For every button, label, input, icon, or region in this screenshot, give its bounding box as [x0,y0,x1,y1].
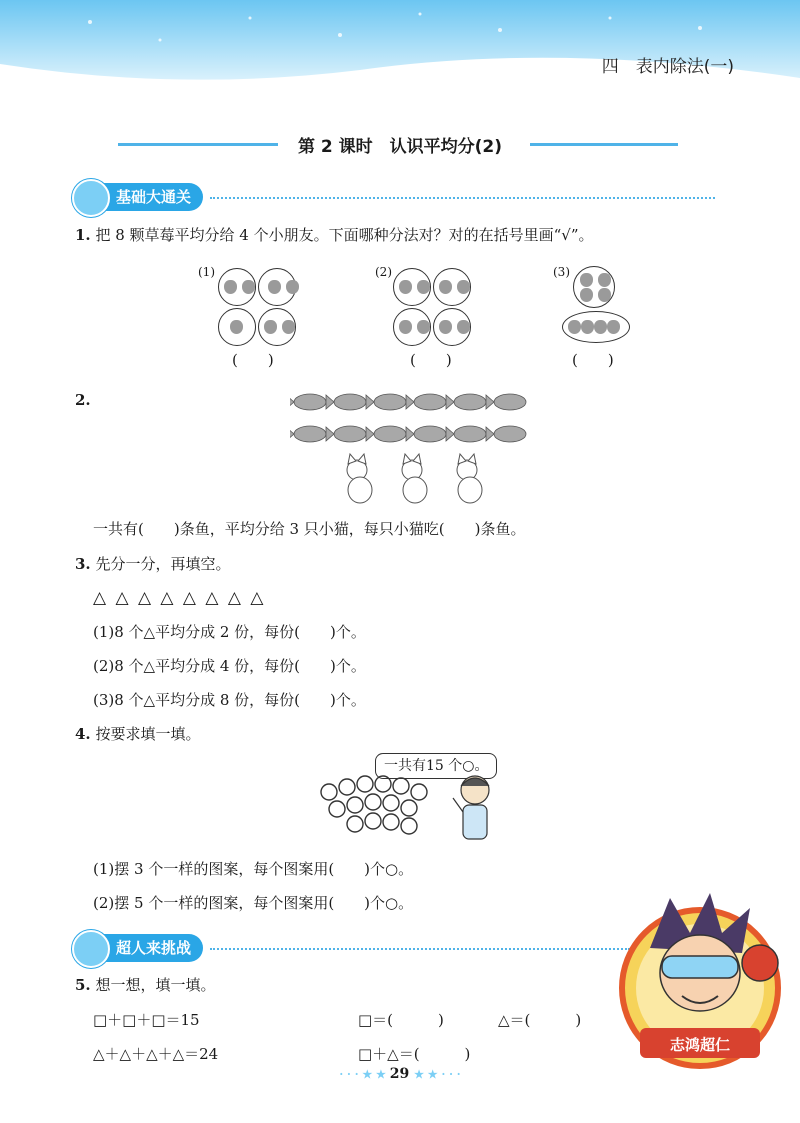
question-3: 3. 先分一分，再填空。 [75,555,231,573]
fish-icon [366,394,406,410]
answer-blank[interactable]: ( ) [572,351,614,369]
fish-icon [406,394,446,410]
question-2-number: 2. [75,391,91,409]
mascot-label: 志鸿超仁 [669,1036,730,1054]
strawberry-icon [224,279,255,298]
circles-illustration [315,772,515,847]
option-label: (3) [553,265,570,279]
strawberry-icon [264,319,295,338]
section-divider [210,197,715,199]
strawberry-icon [568,319,620,338]
fish-icon [406,426,446,442]
question-3-item: (2)8 个△平均分成 4 份，每份( )个。 [93,657,366,675]
fish-icon [446,394,486,410]
page-number: · · · ★ ★ 29 ★ ★ · · · [339,1066,461,1082]
strawberry-icon [439,319,470,338]
star-decoration: · · · ★ ★ [339,1068,390,1081]
question-number: 1. [75,226,91,244]
question-2-text: 一共有( )条鱼，平均分给 3 只小猫，每只小猫吃( )条鱼。 [93,520,526,538]
equation: □＋□＋□＝15 [93,1011,200,1029]
speech-bubble: 一共有15 个○。 [375,753,497,779]
triangle-row: △ △ △ △ △ △ △ △ [93,588,266,608]
question-text: 把 8 颗草莓平均分给 4 个小朋友。下面哪种分法对？对的在括号里画“√”。 [95,226,594,244]
strawberry-icon [399,319,430,338]
fish-icon [326,394,366,410]
option-label: (2) [375,265,392,279]
question-5: 5. 想一想，填一填。 [75,976,216,994]
cat-icon [457,454,482,503]
question-3-item: (1)8 个△平均分成 2 份，每份( )个。 [93,623,366,641]
strawberry-icon [580,273,611,303]
lesson-title: 第 2 课时 认识平均分(2) [297,137,503,157]
fish-icon [326,426,366,442]
question-1 [75,225,594,245]
cat-icon [347,454,372,503]
question-4: 4. 按要求填一填。 [75,725,201,743]
answer-blank[interactable]: ( ) [232,351,274,369]
section-badge-basic: 基础大通关 [76,183,203,211]
answer-blank[interactable]: □＝( ) [358,1011,444,1029]
answer-blank[interactable]: ( ) [410,351,452,369]
equation: △＋△＋△＋△＝24 [93,1045,219,1063]
boy-icon [453,776,489,839]
fish-and-cats-illustration [290,388,540,508]
option-label: (1) [198,265,215,279]
fish-icon [290,394,326,410]
star-decoration: ★ ★ · · · [414,1068,461,1081]
fish-icon [486,394,526,410]
badge-icon [72,930,110,968]
header-band [0,0,800,100]
fish-icon [290,426,326,442]
badge-icon [72,179,110,217]
section-badge-challenge: 超人来挑战 [76,934,203,962]
question-4-item: (2)摆 5 个一样的图案，每个图案用( )个○。 [93,894,414,912]
strawberry-icon [439,279,470,298]
strawberry-icon [230,319,243,338]
section-divider [210,948,630,950]
cat-icon [402,454,427,503]
question-4-item: (1)摆 3 个一样的图案，每个图案用( )个○。 [93,860,414,878]
answer-blank[interactable]: □＋△＝( ) [358,1045,471,1063]
strawberry-icon [268,279,299,298]
fish-icon [446,426,486,442]
answer-blank[interactable]: △＝( ) [498,1011,582,1029]
strawberry-icon [399,279,430,298]
question-3-item: (3)8 个△平均分成 8 份，每份( )个。 [93,691,366,709]
fish-icon [486,426,526,442]
chapter-title: 四 表内除法(一) [601,57,734,77]
fish-icon [366,426,406,442]
